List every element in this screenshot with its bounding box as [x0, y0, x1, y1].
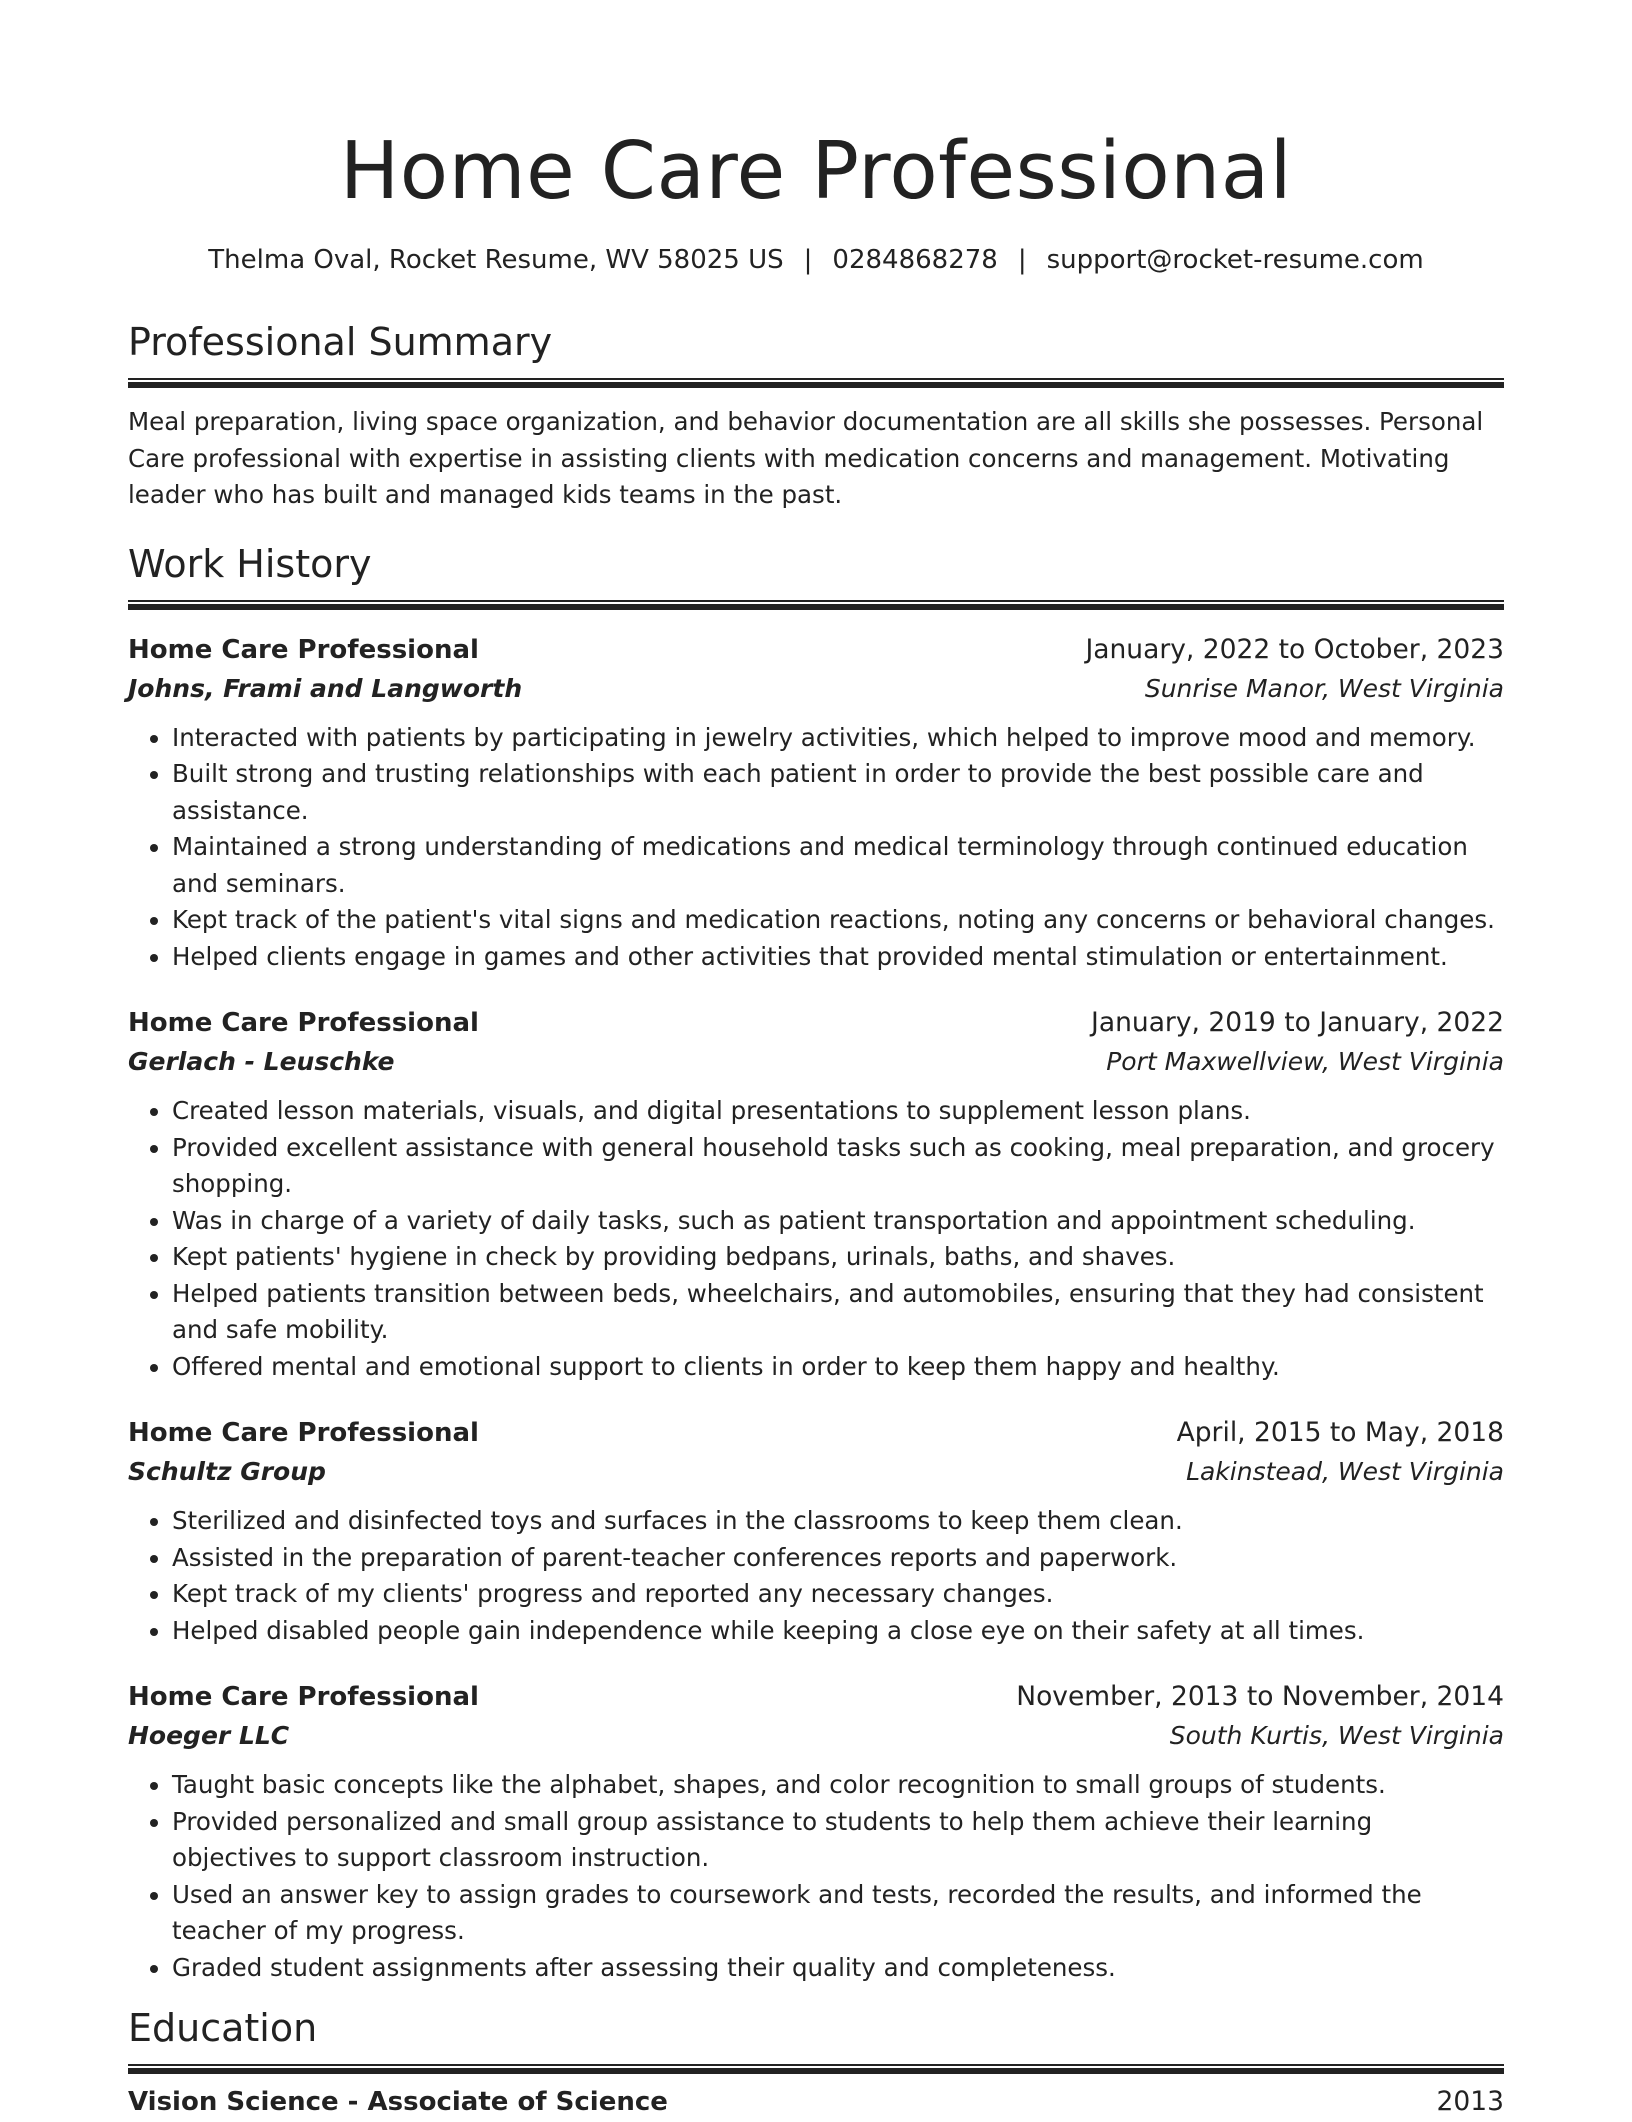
job-bullet: • Kept track of my clients' progress and reported any necessary changes. — [172, 1576, 1504, 1613]
job-location: Port Maxwellview, West Virginia — [1106, 1047, 1504, 1076]
resume-title: Home Care Professional — [339, 125, 1293, 217]
job-bullets — [128, 1767, 1504, 1986]
summary-section — [128, 318, 1504, 514]
job-bullet: • Provided excellent assistance with general household tasks such as cooking, meal preparation, and grocery shopping. — [172, 1130, 1504, 1203]
summary-heading: Professional Summary — [128, 320, 553, 364]
contact-separator: | — [803, 245, 813, 275]
job-company: Hoeger LLC — [128, 1721, 290, 1750]
job-company: Schultz Group — [128, 1457, 326, 1486]
job-company: Gerlach - Leuschke — [128, 1047, 395, 1076]
job-bullet: • Taught basic concepts like the alphabet, shapes, and color recognition to small groups of students. — [172, 1767, 1504, 1804]
job-bullet: • Assisted in the preparation of parent-teacher conferences reports and paperwork. — [172, 1540, 1504, 1577]
job-bullet: • Provided personalized and small group assistance to students to help them achieve their learning objectives to support classroom instruction. — [172, 1804, 1504, 1877]
job-entry — [128, 630, 1504, 976]
education-entry — [128, 2082, 1504, 2122]
resume-header — [128, 116, 1504, 278]
education-year: 2013 — [1436, 2086, 1504, 2117]
job-title: Home Care Professional — [128, 634, 479, 665]
contact-address: Thelma Oval, Rocket Resume, WV 58025 US — [208, 245, 784, 275]
education-degree: Vision Science - Associate of Science — [128, 2087, 668, 2117]
job-bullet: • Created lesson materials, visuals, and digital presentations to supplement lesson plans. — [172, 1093, 1504, 1130]
job-bullet: • Kept track of the patient's vital signs and medication reactions, noting any concerns or behavioral changes. — [172, 902, 1504, 939]
job-entry — [128, 1003, 1504, 1385]
job-location: South Kurtis, West Virginia — [1169, 1721, 1504, 1750]
job-bullet: • Built strong and trusting relationships with each patient in order to provide the best possible care and assistance. — [172, 756, 1504, 829]
job-bullet: • Graded student assignments after assessing their quality and completeness. — [172, 1950, 1504, 1987]
job-company: Johns, Frami and Langworth — [128, 673, 523, 703]
job-bullet: • Helped patients transition between beds, wheelchairs, and automobiles, ensuring that they had consistent and safe mobility. — [172, 1276, 1504, 1349]
contact-line — [128, 242, 1504, 278]
job-title: Home Care Professional — [128, 1418, 479, 1448]
job-bullet: • Maintained a strong understanding of medications and medical terminology through continued education and seminars. — [172, 829, 1504, 902]
job-bullet: • Was in charge of a variety of daily tasks, such as patient transportation and appointment scheduling. — [172, 1203, 1504, 1240]
education-heading: Education — [128, 2006, 318, 2050]
resume-page — [128, 0, 1504, 2122]
job-title: Home Care Professional — [128, 1682, 479, 1712]
job-title: Home Care Professional — [128, 1008, 479, 1038]
job-bullets — [128, 720, 1504, 976]
job-location: Sunrise Manor, West Virginia — [1144, 673, 1504, 703]
summary-text: Meal preparation, living space organization, and behavior documentation are all skills she possesses. Personal Care professional with expertise in assisting clients with medication concerns and management. Motivating leader who has built and managed kids teams in the past. — [128, 407, 1484, 509]
job-entry — [128, 1677, 1504, 1986]
job-dates: April, 2015 to May, 2018 — [1176, 1417, 1504, 1448]
job-bullets — [128, 1503, 1504, 1649]
job-bullets — [128, 1093, 1504, 1385]
job-entry — [128, 1413, 1504, 1649]
job-bullet: • Interacted with patients by participating in jewelry activities, which helped to improve mood and memory. — [172, 720, 1504, 757]
section-divider — [128, 378, 1504, 388]
job-dates: January, 2022 to October, 2023 — [1085, 633, 1504, 665]
job-location: Lakinstead, West Virginia — [1186, 1457, 1504, 1486]
section-divider — [128, 600, 1504, 610]
education-section — [128, 2004, 1504, 2122]
contact-phone: 0284868278 — [832, 245, 998, 275]
job-bullet: • Used an answer key to assign grades to coursework and tests, recorded the results, and informed the teacher of my progress. — [172, 1877, 1504, 1950]
work-history-section — [128, 540, 1504, 1987]
job-bullet: • Kept patients' hygiene in check by providing bedpans, urinals, baths, and shaves. — [172, 1239, 1504, 1276]
contact-separator: | — [1017, 245, 1027, 275]
section-divider — [128, 2064, 1504, 2074]
job-bullet: • Offered mental and emotional support to clients in order to keep them happy and healthy. — [172, 1349, 1504, 1386]
work-history-heading: Work History — [128, 541, 372, 586]
job-bullet: • Helped disabled people gain independence while keeping a close eye on their safety at all times. — [172, 1613, 1504, 1650]
job-bullet: • Sterilized and disinfected toys and surfaces in the classrooms to keep them clean. — [172, 1503, 1504, 1540]
job-dates: November, 2013 to November, 2014 — [1016, 1681, 1504, 1712]
contact-email: support@rocket-resume.com — [1046, 245, 1424, 275]
job-dates: January, 2019 to January, 2022 — [1091, 1007, 1504, 1038]
job-bullet: • Helped clients engage in games and other activities that provided mental stimulation or entertainment. — [172, 939, 1504, 976]
